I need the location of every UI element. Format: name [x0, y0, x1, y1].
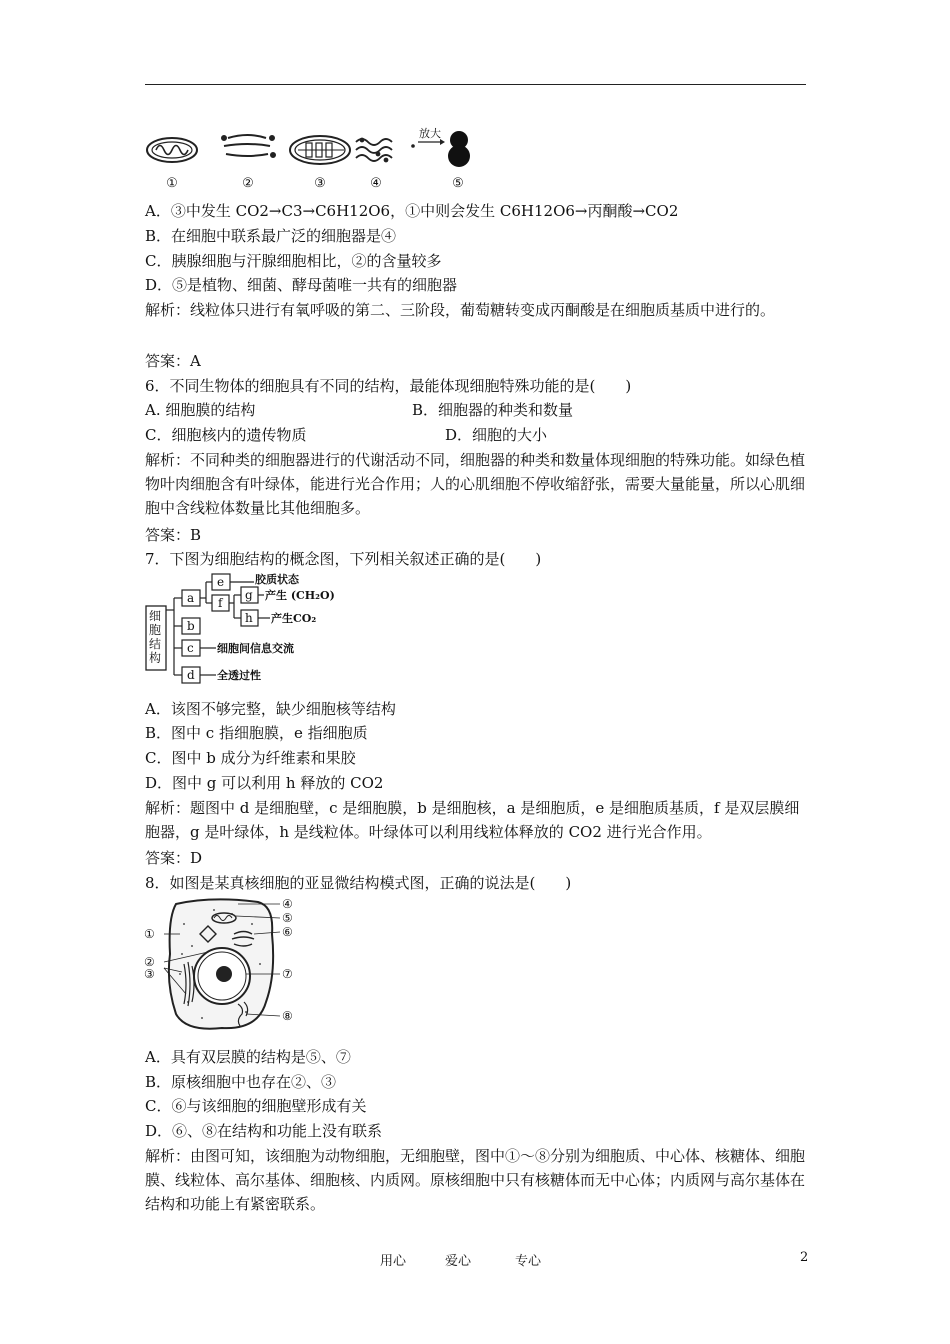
- q5-option-a: A．③中发生 CO2→C3→C6H12O6，①中则会发生 C6H12O6→丙酮酸→CO2: [145, 202, 679, 220]
- golgi-icon: [222, 135, 275, 157]
- node-b: b: [187, 619, 195, 633]
- node-a: a: [187, 591, 195, 605]
- page-number: 2: [800, 1250, 809, 1265]
- q5-analysis: 解析：线粒体只进行有氧呼吸的第二、三阶段，葡萄糖转变成丙酮酸是在细胞质基质中进行的。: [145, 301, 776, 319]
- q8-option-a: A．具有双层膜的结构是⑤、⑦: [145, 1048, 351, 1066]
- q5-option-c: C．胰腺细胞与汗腺细胞相比，②的含量较多: [145, 252, 442, 270]
- q6-option-b: B．细胞器的种类和数量: [412, 401, 574, 419]
- cell-label-5: ⑤: [282, 911, 293, 925]
- cell-label-3: ③: [144, 967, 155, 981]
- q7-option-a: A．该图不够完整，缺少细胞核等结构: [145, 700, 396, 718]
- concept-map: [144, 570, 364, 690]
- ribosome-magnify-icon: [411, 126, 470, 167]
- cell-label-4: ④: [282, 897, 293, 911]
- q7-option-c: C．图中 b 成分为纤维素和果胶: [145, 749, 356, 767]
- concept-root: 细胞结构: [149, 609, 162, 665]
- q8-analysis: 解析：由图可知，该细胞为动物细胞，无细胞壁，图中①～⑧分别为细胞质、中心体、核糖体、细胞膜、线粒体、高尔基体、细胞核、内质网。原核细胞中只有核糖体而无中心体；内质网与高尔基体在结构和功能上有紧密联系。: [145, 1147, 806, 1213]
- node-f: f: [218, 596, 223, 610]
- q8-option-b: B．原核细胞中也存在②、③: [145, 1073, 337, 1091]
- label-c: 细胞间信息交流: [217, 642, 294, 655]
- footer-text-1: 用心: [380, 1254, 407, 1269]
- cell-label-8: ⑧: [282, 1009, 293, 1023]
- q5-option-b: B．在细胞中联系最广泛的细胞器是④: [145, 227, 397, 245]
- node-h: h: [245, 611, 253, 625]
- q6-option-c: C．细胞核内的遗传物质: [145, 426, 307, 444]
- node-g: g: [245, 588, 253, 602]
- label-d: 全透过性: [217, 669, 261, 682]
- node-d: d: [187, 668, 195, 682]
- figure-label-3: ③: [314, 176, 326, 191]
- organelle-figure: [140, 122, 480, 194]
- node-e: e: [217, 575, 225, 589]
- q7-option-d: D．图中 g 可以利用 h 释放的 CO2: [145, 774, 384, 792]
- q8-option-d: D．⑥、⑧在结构和功能上没有联系: [145, 1122, 383, 1140]
- cell-diagram: [142, 894, 302, 1036]
- q8-option-c: C．⑥与该细胞的细胞壁形成有关: [145, 1097, 367, 1115]
- header-rule: [145, 84, 806, 85]
- cell-label-1: ①: [144, 927, 155, 941]
- q5-answer: 答案：A: [145, 352, 201, 370]
- q8-stem: 8．如图是某真核细胞的亚显微结构模式图，正确的说法是( ): [145, 874, 572, 892]
- q5-option-d: D．⑤是植物、细菌、酵母菌唯一共有的细胞器: [145, 276, 458, 294]
- q6-stem: 6．不同生物体的细胞具有不同的结构，最能体现细胞特殊功能的是( ): [145, 377, 632, 395]
- figure-label-2: ②: [242, 176, 254, 191]
- node-c: c: [187, 641, 194, 655]
- label-e: 胶质状态: [255, 573, 299, 586]
- q7-option-b: B．图中 c 指细胞膜，e 指细胞质: [145, 724, 368, 742]
- footer-text-3: 专心: [515, 1254, 542, 1269]
- footer-text-2: 爱心: [445, 1254, 472, 1269]
- figure-label-5: ⑤: [452, 176, 464, 191]
- q7-answer: 答案：D: [145, 849, 203, 867]
- label-g: 产生 (CH₂O): [265, 589, 335, 602]
- mitochondrion-icon: [147, 138, 197, 162]
- q6-option-d: D．细胞的大小: [445, 426, 548, 444]
- figure-label-1: ①: [166, 176, 178, 191]
- cell-label-7: ⑦: [282, 967, 293, 981]
- magnify-label: 放大: [419, 127, 441, 140]
- chloroplast-icon: [290, 136, 350, 164]
- er-icon: [356, 139, 392, 162]
- q7-stem: 7．下图为细胞结构的概念图，下列相关叙述正确的是( ): [145, 550, 542, 568]
- q6-analysis: 解析：不同种类的细胞器进行的代谢活动不同，细胞器的种类和数量体现细胞的特殊功能。如绿色植物叶肉细胞含有叶绿体，能进行光合作用；人的心肌细胞不停收缩舒张，需要大量能量，所以心肌细胞中含线粒体数量比其他细胞多。: [145, 451, 806, 517]
- q7-analysis: 解析：题图中 d 是细胞壁，c 是细胞膜，b 是细胞核，a 是细胞质，e 是细胞质基质，f 是双层膜细胞器，g 是叶绿体，h 是线粒体。叶绿体可以利用线粒体释放的 CO2 进行光合作用。: [145, 799, 800, 841]
- q6-option-a: A. 细胞膜的结构: [145, 401, 256, 419]
- q6-answer: 答案：B: [145, 526, 202, 544]
- cell-label-6: ⑥: [282, 925, 293, 939]
- label-h: 产生CO₂: [271, 612, 317, 625]
- figure-label-4: ④: [370, 176, 382, 191]
- cell-label-2: ②: [144, 955, 155, 969]
